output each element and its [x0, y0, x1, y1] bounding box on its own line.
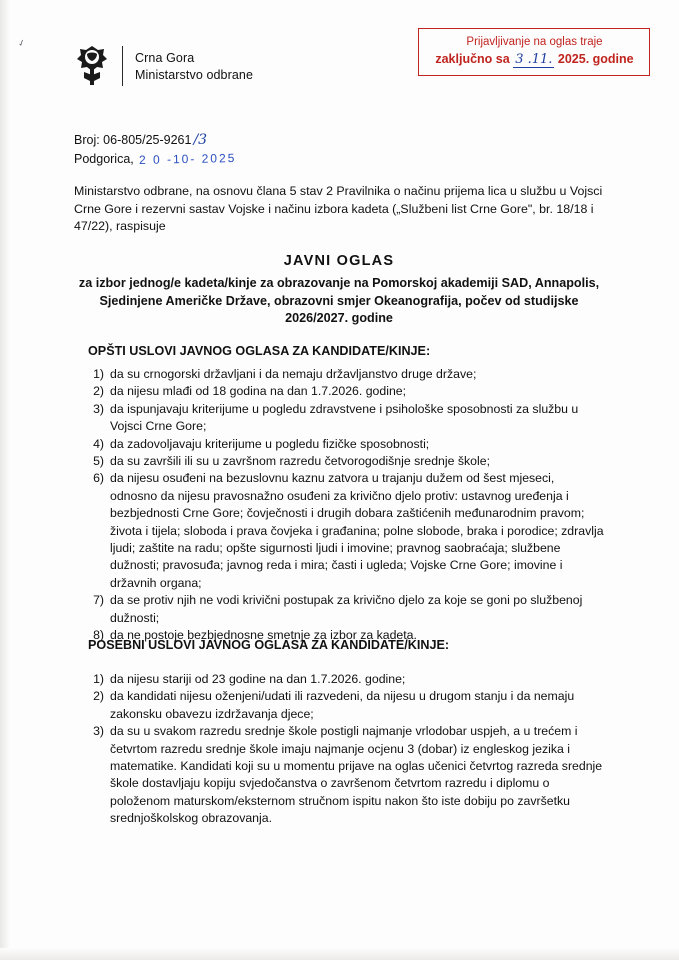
document-header: [74, 44, 253, 88]
list-item: [88, 366, 604, 383]
list-item-text: da ispunjavaju kriterijume u pogledu zdravstvene i psihološke sposobnosti za službu u Vojsci Crne Gore;: [110, 401, 579, 434]
list-item-text: da su završili ili su u završnom razredu četvorogodišnje srednje škole;: [110, 454, 491, 469]
list-item-text: da ne postoje bezbjednosne smetnje za izbor za kadeta.: [110, 628, 417, 643]
stamp-suffix: 2025. godine: [557, 52, 634, 66]
montenegro-coat-of-arms-icon: [74, 44, 110, 88]
intro-paragraph: Ministarstvo odbrane, na osnovu člana 5 stav 2 Pravilnika o načinu prijema lica u službu u Vojsci Crne Gore i rezervni sastav Vojske i načinu izbora kadeta („Službeni list Crne Gore", br. 18/18 i 47/22), raspisuje: [74, 184, 603, 233]
place-name: Podgorica,: [74, 152, 134, 166]
list-item-number: 7): [93, 593, 104, 608]
document-subtitle: za izbor jednog/e kadeta/kinje za obrazovanje na Pomorskoj akademiji SAD, Annapolis, Sjedinjene Američke Države, obrazovni smjer Okeanografija, počev od studijske 2026/2027. godine: [78, 276, 600, 325]
list-item-text: da nijesu stariji od 23 godine na dan 1.7.2026. godine;: [110, 672, 406, 686]
reference-block: [74, 131, 236, 169]
scan-edge-bottom: [0, 948, 679, 960]
list-item-number: 1): [93, 672, 104, 686]
list-item-number: 8): [93, 628, 104, 643]
organization-block: [135, 44, 253, 84]
list-item: [88, 383, 604, 400]
list-item-text: da su u svakom razredu srednje škole postigli najmanje vrlodobar uspjeh, a u trećem i četvrtom razredu srednje škole imaju najmanje ocjenu 3 (dobar) iz engleskog jezika i matematike. Kandidati koji su u momentu prijave na oglas učenici četvrtog razreda srednje škole dostavljaju kopiju svjedočanstva o završenom četvrtom razredu i diplomu o položenom maturskom/eksternom stručnom ispitu nakon što iste dobiju po završetku srednjoškolskog obrazovanja.: [110, 724, 603, 826]
list-item: [88, 671, 604, 688]
stamp-line-2: [427, 51, 642, 68]
list-item-number: 2): [93, 689, 104, 704]
list-item-text: da zadovoljavaju kriterijume u pogledu fizičke sposobnosti;: [110, 436, 430, 451]
list-item-number: 3): [93, 724, 104, 739]
list-item-text: da kandidati nijesu oženjeni/udati ili razvedeni, da nijesu u drugom stanju i da nemaju zakonsku obavezu izdržavanja djece;: [110, 689, 575, 721]
list-item-text: da nijesu mlađi od 18 godina na dan 1.7.2026. godine;: [110, 384, 407, 399]
list-item-number: 2): [93, 384, 104, 399]
list-item-number: 5): [93, 454, 104, 469]
list-item: [88, 470, 604, 592]
date-stamp: 2 0 -10- 2025: [138, 150, 237, 168]
header-divider: [122, 46, 123, 86]
place-date-line: [74, 150, 236, 169]
list-item-text: da se protiv njih ne vodi krivični postupak za krivično djelo za koje se goni po službenoj dužnosti;: [110, 593, 583, 625]
list-item-number: 6): [93, 471, 104, 486]
list-item-text: da su crnogorski državljani i da nemaju državljanstvo druge države;: [110, 367, 477, 381]
application-deadline-stamp: [418, 28, 650, 76]
general-conditions-list: [88, 366, 604, 645]
country-name: Crna Gora: [135, 51, 195, 65]
list-item-number: 1): [93, 367, 104, 381]
general-conditions-heading: OPŠTI USLOVI JAVNOG OGLASA ZA KANDIDATE/KINJE:: [88, 344, 431, 358]
special-conditions-list: [88, 671, 604, 828]
reference-number-line: [74, 131, 236, 150]
list-item: [88, 453, 604, 470]
list-item-text: da nijesu osuđeni na bezuslovnu kaznu zatvora u trajanju dužem od šest mjeseci, odnosno da nijesu pravosnažno osuđeni za krivično djelo protiv: ustavnog uređenja i bezbjednosti Crne Gore; čovječnosti i drugih dobara zaštićenih međunarodnim pravom; života i tijela; sloboda i prava čovjeka i građanina; polne slobode, braka i porodice; zdravlja ljudi; zaštite na radu; opšte sigurnosti ljudi i imovine; pravnog saobraćaja; službene dužnosti; pravosuđa; javnog reda i mira; časti i ugleda; Vojske Crne Gore; imovine i državnih organa;: [110, 471, 604, 590]
ministry-name: Ministarstvo odbrane: [135, 68, 254, 82]
special-conditions-heading: POSEBNI USLOVI JAVNOG OGLASA ZA KANDIDATE/KINJE:: [88, 638, 450, 652]
list-item: [88, 723, 604, 827]
scan-edge-left: [0, 0, 10, 960]
stray-pen-mark: ✓: [16, 37, 27, 49]
list-item: [88, 436, 604, 453]
stamp-line-1: Prijavljivanje na oglas traje: [466, 36, 603, 48]
list-item-number: 3): [93, 401, 104, 416]
reference-number-handwritten: /3: [193, 132, 208, 148]
list-item-number: 4): [93, 436, 104, 451]
stamp-prefix: zaključno sa: [435, 52, 510, 66]
list-item: [88, 401, 604, 436]
list-item: [88, 688, 604, 723]
stamp-handwritten-date: 3 .11.: [515, 52, 553, 67]
reference-number: Broj: 06-805/25-9261: [74, 133, 192, 147]
document-title: JAVNI OGLAS: [283, 253, 395, 269]
list-item: [88, 592, 604, 627]
